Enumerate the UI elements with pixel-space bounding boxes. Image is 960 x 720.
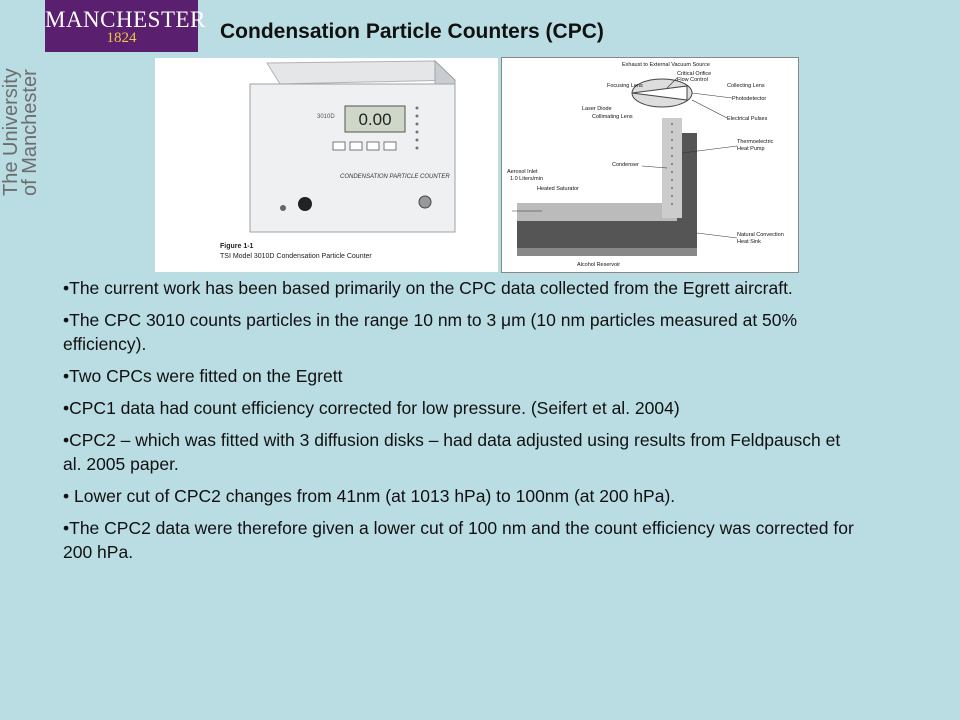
label-natural-convection: Natural Convection	[737, 232, 784, 238]
bullet-item: •CPC2 – which was fitted with 3 diffusion disks – had data adjusted using results from Feldpausch et al. 2005 paper.	[63, 430, 841, 474]
label-critical-orifice: Critical Orifice	[677, 71, 712, 77]
label-thermoelectric: Thermoelectric	[737, 139, 774, 145]
panel-label: CONDENSATION PARTICLE COUNTER	[340, 174, 450, 180]
label-collimating-lens: Collimating Lens	[592, 114, 633, 120]
logo-year: 1824	[106, 30, 137, 46]
cpc-schematic-diagram	[502, 58, 798, 272]
bullet-item: • Lower cut of CPC2 changes from 41nm (at 1013 hPa) to 100nm (at 200 hPa).	[63, 486, 676, 506]
side-label-line1: The University	[0, 68, 22, 196]
label-focusing-lens: Focusing Lens	[607, 83, 643, 89]
label-heat-sink: Heat Sink	[737, 239, 761, 245]
label-photodetector: Photodetector	[732, 96, 767, 102]
bullet-item: •The current work has been based primarily on the CPC data collected from the Egrett aircraft.	[63, 278, 793, 298]
label-electrical-pulses: Electrical Pulses	[727, 116, 768, 122]
model-label: 3010D	[317, 114, 335, 120]
bullet-list	[63, 276, 855, 572]
university-logo	[45, 0, 206, 52]
logo-name: MANCHESTER	[45, 7, 206, 32]
label-inlet-flow: 1.0 Liters/min	[510, 176, 544, 182]
photo-caption-2: TSI Model 3010D Condensation Particle Counter	[220, 253, 372, 260]
label-heated-saturator: Heated Saturator	[537, 186, 579, 192]
label-flow-control: Flow Control	[677, 77, 708, 83]
side-label-line2: of Manchester	[19, 69, 41, 196]
label-collecting-lens: Collecting Lens	[727, 83, 765, 89]
label-exhaust: Exhaust to External Vacuum Source	[622, 62, 710, 68]
label-heat-pump: Heat Pump	[737, 146, 765, 152]
label-laser-diode: Laser Diode	[582, 106, 612, 112]
slide-title: Condensation Particle Counters (CPC)	[220, 20, 604, 43]
bullet-item: •CPC1 data had count efficiency corrected for low pressure. (Seifert et al. 2004)	[63, 398, 680, 418]
display-value: 0.00	[358, 110, 392, 129]
cpc-device-photo	[155, 58, 498, 272]
bullet-item: •The CPC 3010 counts particles in the range 10 nm to 3 μm (10 nm particles measured at 50% efficiency).	[63, 310, 798, 354]
label-aerosol-inlet: Aerosol Inlet	[507, 169, 538, 175]
bullet-item: •Two CPCs were fitted on the Egrett	[63, 366, 343, 386]
photo-caption-1: Figure 1-1	[220, 243, 254, 250]
bullet-item: •The CPC2 data were therefore given a lower cut of 100 nm and the count efficiency was corrected for 200 hPa.	[63, 518, 854, 562]
label-alcohol-reservoir: Alcohol Reservoir	[577, 262, 621, 268]
label-condenser: Condenser	[612, 162, 639, 168]
